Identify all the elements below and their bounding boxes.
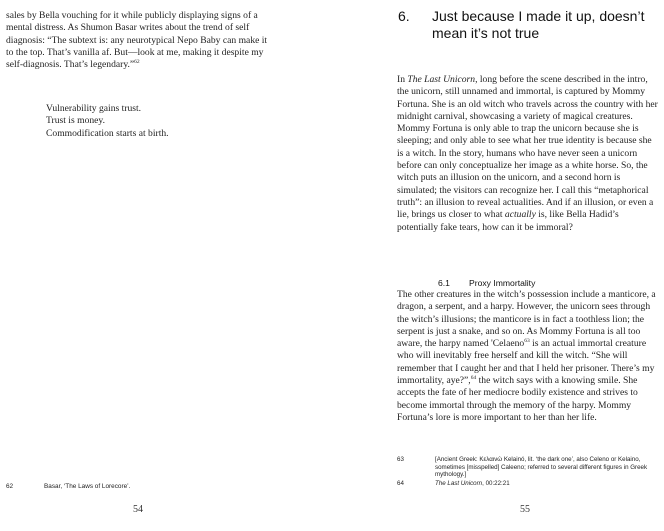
footnote-number: 64 — [397, 479, 404, 487]
chapter-title: Just because I made it up, doesn’t mean it’s not true — [432, 8, 645, 41]
footnote-text: The Last Unicorn, 00:22:21 — [435, 479, 510, 487]
quote-line: Trust is money. — [46, 115, 105, 127]
footnote-ref-64[interactable]: 64 — [470, 374, 477, 381]
page-number-left: 54 — [133, 504, 143, 515]
footnote-ref-62[interactable]: 62 — [134, 59, 140, 65]
footnote-number: 63 — [397, 456, 404, 463]
right-page — [332, 0, 664, 531]
footnotes-right — [397, 456, 659, 488]
emphasis: actually — [504, 209, 536, 221]
footnote-text: [Ancient Greek: Κελαινώ Kelainó, lit. ‘the dark one’, also Celeno or Kelaino, sometimes [misspelled] Caleeno; referred to several different figures in Greek mythology.] — [435, 456, 648, 479]
left-body-paragraph: sales by Bella vouching for it while publicly displaying signs of a mental distress. As Shumon Basar writes about the trend of self diagnosis: “The subtext is: any neurotypical Nepo Baby can make it to the top. That’s vanilla af. But—look at me, making it despite my self-diagnosis. That’s legendary.”$^{62}$ — [6, 10, 268, 71]
book-title: The Last Unicorn — [407, 74, 476, 85]
footnote-63 — [397, 456, 659, 479]
footnote-62 — [6, 482, 306, 491]
footnote-64 — [397, 480, 659, 488]
footnote-number: 62 — [6, 483, 14, 490]
indented-quote — [46, 103, 286, 140]
film-title: The Last Unicorn — [435, 479, 483, 487]
section-heading — [438, 278, 535, 288]
footnote-ref-63[interactable]: 63 — [524, 338, 530, 344]
quote-line: Commodification starts at birth. — [46, 127, 169, 139]
body-paragraph-1: In The Last Unicorn, long before the scene described in the intro, the unicorn, still unnamed and immortal, is captured by Mommy Fortuna. She is an old witch who travels across the country with her midnight carnival, showcasing a variety of magical creatures. Mommy Fortuna is only able to trap the unicorn because she is sleeping; and only able to see what her true identity is because she is a witch. In the story, humans who have never seen a unicorn before can only conceptualize her image as a white horse. So, the witch puts an illusion on the unicorn, and a second horn is simulated; the visitors can recognize her. I call this “metaphorical truth”: an illusion to reveal actualities. And if an illusion, or even a lie, brings us closer to what actually is, like Bella Hadid’s potentially fake tears, how can it be immoral? — [397, 74, 658, 233]
quote-line: Vulnerability gains trust. — [46, 103, 142, 114]
body-paragraph-2: The other creatures in the witch’s possession include a manticore, a dragon, a serpent, and a harpy. However, the unicorn sees through the witch’s illusions; the manticore is in fact a toothless lion; the serpent is just a snake, and so on. As Mommy Fortuna is all too aware, the harpy named 'Celaeno$^{63}$ is an actual immortal creature who will inevitably free herself and kill the witch. “She will remember that I caught her and that I held her prisoner. There’s my immortality, aye?”,$^{64}$ the witch says with a knowing smile. She accepts the fate of her mediocre bodily existence and strives to become immortal through the memory of the harpy. Mommy Fortuna’s lore is more important to her than her life. — [397, 289, 656, 423]
page-number-right: 55 — [520, 504, 530, 515]
section-number: 6.1 — [438, 278, 450, 288]
chapter-number: 6. — [398, 8, 410, 24]
section-title: Proxy Immortality — [469, 278, 536, 288]
footnote-text: Basar, ‘The Laws of Lorecore’. — [44, 483, 131, 490]
